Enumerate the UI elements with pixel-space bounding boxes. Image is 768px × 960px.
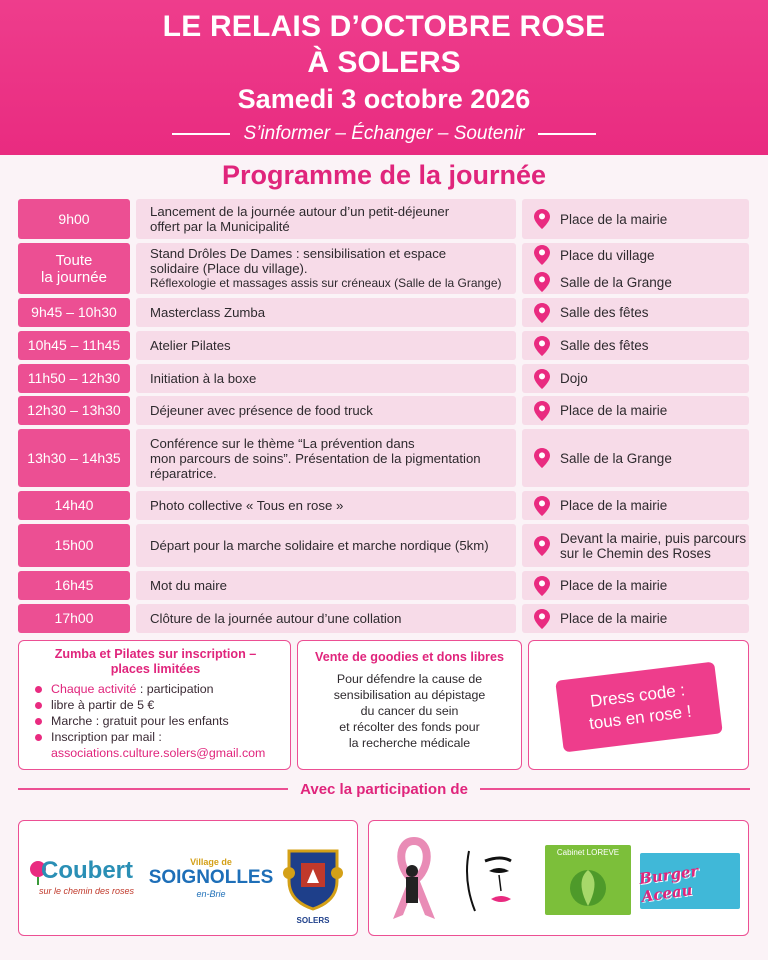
header-banner (0, 0, 768, 155)
location-cell (522, 364, 749, 393)
tagline: S’informer – Échanger – Soutenir (243, 123, 525, 144)
time-cell: 17h00 (18, 604, 130, 633)
activity-cell: Départ pour la marche solidaire et marche nordique (5km) (136, 524, 516, 567)
time-cell: 13h30 – 14h35 (18, 429, 130, 487)
partners-associations-box (368, 820, 749, 936)
location-label: Place de la mairie (560, 498, 668, 513)
crest-icon (281, 843, 345, 913)
time-cell: 16h45 (18, 571, 130, 600)
activity-cell: Initiation à la boxe (136, 364, 516, 393)
solers-crest-logo: SOLERS (281, 843, 345, 925)
location-cell (522, 298, 749, 327)
pink-ribbon-icon (379, 831, 449, 926)
program-row (18, 396, 749, 425)
location-cell (522, 571, 749, 600)
event-date: Samedi 3 octobre 2026 (237, 84, 531, 114)
time-cell: Toute la journée (18, 243, 130, 294)
divider (18, 788, 288, 790)
location-pin-icon (534, 336, 550, 356)
activity-cell: Lancement de la journée autour d’un petit-déjeuner offert par la Municipalité (136, 199, 516, 239)
divider (480, 788, 750, 790)
program-row (18, 604, 749, 633)
location-label: Place de la mairie (560, 611, 668, 626)
location-label: Place du village (560, 247, 655, 263)
program-row (18, 364, 749, 393)
program-row (18, 243, 749, 294)
cabinet-loreve-logo: Cabinet LOREVE (545, 845, 631, 915)
location-pin-icon (534, 401, 550, 421)
location-cell (522, 199, 749, 239)
location-label: Devant la mairie, puis parcours sur le Chemin des Roses (560, 530, 747, 561)
program-row (18, 331, 749, 360)
location-pin-icon (534, 496, 550, 516)
burger-aceau-logo: Burger Aceau (640, 853, 740, 909)
activity-cell: Déjeuner avec présence de food truck (136, 396, 516, 425)
list-item: Inscription par mail : (31, 729, 280, 745)
time-cell: 11h50 – 12h30 (18, 364, 130, 393)
location-pin-icon (534, 536, 550, 556)
time-cell: 12h30 – 13h30 (18, 396, 130, 425)
ribbon-logo (379, 831, 449, 926)
program-row (18, 199, 749, 239)
location-cell (522, 429, 749, 487)
divider (538, 133, 596, 135)
time-cell: 9h45 – 10h30 (18, 298, 130, 327)
goodies-title: Vente de goodies et dons libres (315, 650, 504, 664)
location-cell (522, 604, 749, 633)
location-cell (522, 491, 749, 520)
location-pin-icon (534, 303, 550, 323)
activity-cell: Atelier Pilates (136, 331, 516, 360)
program-row (18, 524, 749, 567)
location-label: Place de la mairie (560, 403, 668, 418)
divider (172, 133, 230, 135)
dress-code-badge: Dress code : tous en rose ! (555, 662, 723, 753)
program-row (18, 571, 749, 600)
location-cell (522, 396, 749, 425)
activity-cell: Masterclass Zumba (136, 298, 516, 327)
activity-cell: Conférence sur le thème “La prévention dans mon parcours de soins”. Présentation de la pigmentation réparatrice. (136, 429, 516, 487)
location-label: Salle de la Grange (560, 274, 672, 290)
title-line-1: LE RELAIS D’OCTOBRE ROSE (162, 10, 606, 43)
leaf-globe-icon (567, 863, 609, 909)
program-title: Programme de la journée (221, 160, 547, 190)
face-illustration-logo (455, 831, 535, 926)
goodies-box (297, 640, 522, 770)
dress-code-box (528, 640, 749, 770)
time-cell: 9h00 (18, 199, 130, 239)
title-line-2: À SOLERS (307, 46, 461, 79)
partners-municipal-box (18, 820, 358, 936)
registration-title: Zumba et Pilates sur inscription – places limitées (54, 647, 257, 676)
tagline-row (0, 122, 768, 146)
location-label: Dojo (560, 371, 588, 386)
activity-cell: Mot du maire (136, 571, 516, 600)
location-pin-icon (534, 272, 550, 292)
location-pin-icon (534, 245, 550, 265)
coubert-logo: Coubert sur le chemin des roses (27, 857, 139, 903)
participation-heading: Avec la participation de (0, 778, 768, 800)
location-label: Place de la mairie (560, 578, 668, 593)
location-pin-icon (534, 448, 550, 468)
location-pin-icon (534, 609, 550, 629)
contact-email[interactable]: associations.culture.solers@gmail.com (51, 746, 266, 760)
face-icon (455, 831, 535, 926)
soignolles-logo: Village de SOIGNOLLES en-Brie (148, 857, 274, 899)
activity-cell: Clôture de la journée autour d’une collation (136, 604, 516, 633)
location-label: Place de la mairie (560, 211, 668, 227)
list-item: Marche : gratuit pour les enfants (31, 713, 280, 729)
time-cell: 10h45 – 11h45 (18, 331, 130, 360)
list-item: Chaque activité : participation (31, 681, 280, 697)
location-label: Salle des fêtes (560, 305, 649, 320)
program-row (18, 491, 749, 520)
goodies-text: Pour défendre la cause de sensibilisation au dépistage du cancer du sein et récolter des fonds pour la recherche médicale (333, 672, 486, 750)
location-cell (522, 331, 749, 360)
location-label: Salle de la Grange (560, 450, 672, 466)
activity-cell: Photo collective « Tous en rose » (136, 491, 516, 520)
time-cell: 15h00 (18, 524, 130, 567)
location-pin-icon (534, 209, 550, 229)
program-row (18, 429, 749, 487)
location-cell (522, 524, 749, 567)
location-pin-icon (534, 369, 550, 389)
program-row (18, 298, 749, 327)
list-item: libre à partir de 5 € (31, 697, 280, 713)
location-cell (522, 243, 749, 294)
location-label: Salle des fêtes (560, 338, 649, 353)
activity-cell: Stand Drôles De Dames : sensibilisation et espace solidaire (Place du village). Réflexologie et massages assis sur créneaux (Salle de la Grange) (136, 243, 516, 294)
registration-box (18, 640, 291, 770)
registration-list (31, 681, 280, 745)
time-cell: 14h40 (18, 491, 130, 520)
location-pin-icon (534, 576, 550, 596)
